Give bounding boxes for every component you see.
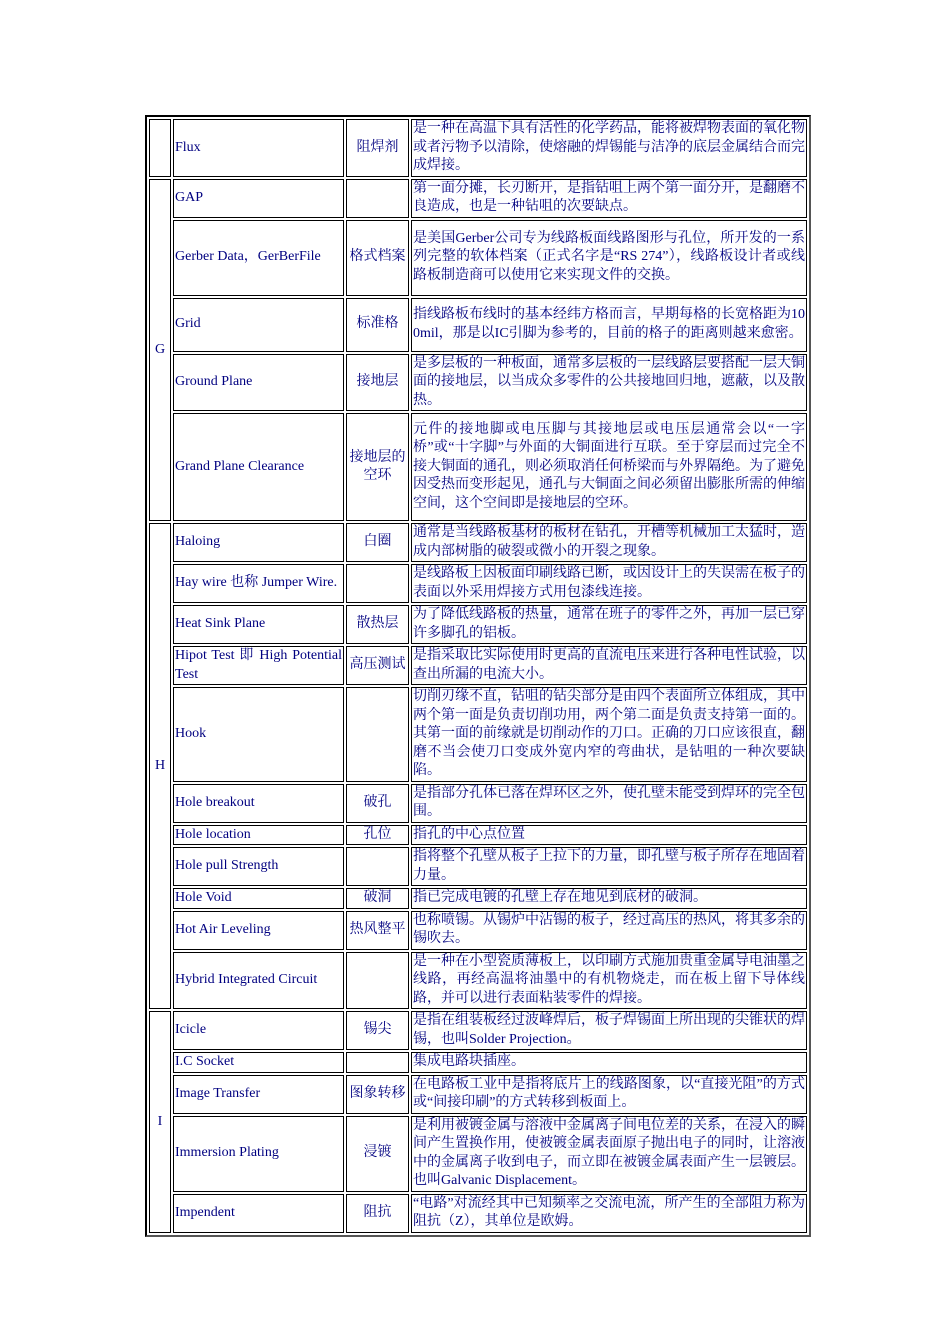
chinese-term-cell: 图象转移 xyxy=(346,1075,409,1114)
section-letter: G xyxy=(149,179,171,522)
chinese-term-cell: 格式档案 xyxy=(346,220,409,296)
term-cell: Hole breakout xyxy=(173,784,344,823)
term-cell: Icicle xyxy=(173,1011,344,1050)
term-cell: Hipot Test 即 High Potential Test xyxy=(173,646,344,685)
term-cell: Haloing xyxy=(173,523,344,562)
definition-cell: 是指部分孔体已落在焊环区之外，使孔壁未能受到焊环的完全包围。 xyxy=(411,784,807,823)
table-row xyxy=(149,298,807,352)
definition-cell: “电路”对流经其中已知频率之交流电流，所产生的全部阻力称为阻抗（Z），其单位是欧姆。 xyxy=(411,1194,807,1233)
term-cell: Gerber Data，GerBerFile xyxy=(173,220,344,296)
table-row xyxy=(149,413,807,521)
chinese-term-cell xyxy=(346,847,409,886)
chinese-term-cell xyxy=(346,952,409,1010)
chinese-term-cell: 浸镀 xyxy=(346,1116,409,1192)
table-row xyxy=(149,1116,807,1192)
definition-cell: 通常是当线路板基材的板材在钻孔，开槽等机械加工太猛时，造成内部树脂的破裂或微小的开裂之现象。 xyxy=(411,523,807,562)
table-row xyxy=(149,687,807,782)
definition-cell: 指将整个孔壁从板子上拉下的力量，即孔壁与板子所存在地固着力量。 xyxy=(411,847,807,886)
term-cell: Hybrid Integrated Circuit xyxy=(173,952,344,1010)
chinese-term-cell: 热风整平 xyxy=(346,911,409,950)
section-letter: I xyxy=(149,1011,171,1233)
term-cell: Hay wire 也称 Jumper Wire. xyxy=(173,564,344,603)
definition-cell: 是美国Gerber公司专为线路板面线路图形与孔位，所开发的一系列完整的软体档案（正式名字是“RS 274”），线路板设计者或线路板制造商可以使用它来实现文件的交换。 xyxy=(411,220,807,296)
definition-cell: 是线路板上因板面印刷线路已断，或因设计上的失误需在板子的表面以外采用焊接方式用包漆线连接。 xyxy=(411,564,807,603)
table-row xyxy=(149,952,807,1010)
definition-cell: 指线路板布线时的基本经纬方格而言，早期每格的长宽格距为100mil，那是以IC引脚为参考的，目前的格子的距离则越来愈密。 xyxy=(411,298,807,352)
term-cell: GAP xyxy=(173,179,344,218)
table-row xyxy=(149,1011,807,1050)
chinese-term-cell: 白圈 xyxy=(346,523,409,562)
table-row xyxy=(149,1194,807,1233)
term-cell: Grand Plane Clearance xyxy=(173,413,344,521)
table-row xyxy=(149,605,807,644)
term-cell: Hole pull Strength xyxy=(173,847,344,886)
definition-cell: 是一种在高温下具有活性的化学药品，能将被焊物表面的氧化物或者污物予以清除，使熔融的焊锡能与洁净的底层金属结合而完成焊接。 xyxy=(411,119,807,177)
chinese-term-cell xyxy=(346,1052,409,1073)
chinese-term-cell: 接地层 xyxy=(346,354,409,412)
table-row xyxy=(149,847,807,886)
chinese-term-cell xyxy=(346,564,409,603)
term-cell: Hot Air Leveling xyxy=(173,911,344,950)
table-row xyxy=(149,911,807,950)
chinese-term-cell: 破孔 xyxy=(346,784,409,823)
term-cell: Heat Sink Plane xyxy=(173,605,344,644)
definition-cell: 是多层板的一种板面，通常多层板的一层线路层要搭配一层大铜面的接地层，以当成众多零件的公共接地回归地，遮蔽，以及散热。 xyxy=(411,354,807,412)
table-row xyxy=(149,220,807,296)
term-cell: Hook xyxy=(173,687,344,782)
definition-cell: 在电路板工业中是指将底片上的线路图象，以“直接光阻”的方式或“间接印刷”的方式转移到板面上。 xyxy=(411,1075,807,1114)
chinese-term-cell: 破洞 xyxy=(346,888,409,909)
chinese-term-cell: 锡尖 xyxy=(346,1011,409,1050)
definition-cell: 第一面分摊，长刃断开，是指钻咀上两个第一面分开，是翻磨不良造成，也是一种钻咀的次要缺点。 xyxy=(411,179,807,218)
definition-cell: 为了降低线路板的热量，通常在班子的零件之外，再加一层已穿许多脚孔的铝板。 xyxy=(411,605,807,644)
term-cell: Immersion Plating xyxy=(173,1116,344,1192)
table-row xyxy=(149,784,807,823)
definition-cell: 是一种在小型瓷质薄板上，以印刷方式施加贵重金属导电油墨之线路，再经高温将油墨中的有机物烧走，而在板上留下导体线路，并可以进行表面粘装零件的焊接。 xyxy=(411,952,807,1010)
chinese-term-cell: 阻焊剂 xyxy=(346,119,409,177)
chinese-term-cell: 高压测试 xyxy=(346,646,409,685)
term-cell: Hole Void xyxy=(173,888,344,909)
definition-cell: 也称喷锡。从锡炉中沾锡的板子，经过高压的热风，将其多余的锡吹去。 xyxy=(411,911,807,950)
table-row xyxy=(149,564,807,603)
definition-cell: 是指采取比实际使用时更高的直流电压来进行各种电性试验，以查出所漏的电流大小。 xyxy=(411,646,807,685)
table-row xyxy=(149,354,807,412)
table-row xyxy=(149,523,807,562)
term-cell: Impendent xyxy=(173,1194,344,1233)
term-cell: Grid xyxy=(173,298,344,352)
glossary-body xyxy=(149,119,807,1233)
chinese-term-cell xyxy=(346,687,409,782)
chinese-term-cell: 孔位 xyxy=(346,825,409,846)
term-cell: Flux xyxy=(173,119,344,177)
definition-cell: 指已完成电镀的孔壁上存在地见到底材的破洞。 xyxy=(411,888,807,909)
term-cell: Image Transfer xyxy=(173,1075,344,1114)
table-row xyxy=(149,179,807,218)
glossary-table xyxy=(145,115,811,1237)
table-row xyxy=(149,119,807,177)
definition-cell: 元件的接地脚或电压脚与其接地层或电压层通常会以“一字桥”或“十字脚”与外面的大铜面进行互联。至于穿层而过完全不接大铜面的通孔，则必须取消任何桥梁而与外界隔绝。为了避免因受热而变形起见，通孔与大铜面之间必须留出膨胀所需的伸缩空间，这个空间即是接地层的空环。 xyxy=(411,413,807,521)
term-cell: I.C Socket xyxy=(173,1052,344,1073)
definition-cell: 指孔的中心点位置 xyxy=(411,825,807,846)
definition-cell: 是指在组装板经过波峰焊后，板子焊锡面上所出现的尖锥状的焊锡，也叫Solder Projection。 xyxy=(411,1011,807,1050)
section-letter xyxy=(149,119,171,177)
definition-cell: 集成电路块插座。 xyxy=(411,1052,807,1073)
table-row xyxy=(149,888,807,909)
term-cell: Ground Plane xyxy=(173,354,344,412)
table-row xyxy=(149,1052,807,1073)
table-row xyxy=(149,1075,807,1114)
section-letter: H xyxy=(149,523,171,1009)
definition-cell: 是利用被镀金属与溶液中金属离子间电位差的关系，在浸入的瞬间产生置换作用，使被镀金属表面原子抛出电子的同时，让溶液中的金属离子收到电子，而立即在被镀金属表面产生一层镀层。也叫Galvanic Displacement。 xyxy=(411,1116,807,1192)
table-row xyxy=(149,646,807,685)
chinese-term-cell: 散热层 xyxy=(346,605,409,644)
chinese-term-cell: 标准格 xyxy=(346,298,409,352)
table-row xyxy=(149,825,807,846)
chinese-term-cell: 接地层的空环 xyxy=(346,413,409,521)
chinese-term-cell: 阻抗 xyxy=(346,1194,409,1233)
chinese-term-cell xyxy=(346,179,409,218)
definition-cell: 切削刃缘不直，钻咀的钻尖部分是由四个表面所立体组成，其中两个第一面是负责切削功用，两个第二面是负责支持第一面的。其第一面的前缘就是切削动作的刀口。正确的刀口应该很直，翻磨不当会使刀口变成外宽内窄的弯曲状，是钻咀的一种次要缺陷。 xyxy=(411,687,807,782)
term-cell: Hole location xyxy=(173,825,344,846)
